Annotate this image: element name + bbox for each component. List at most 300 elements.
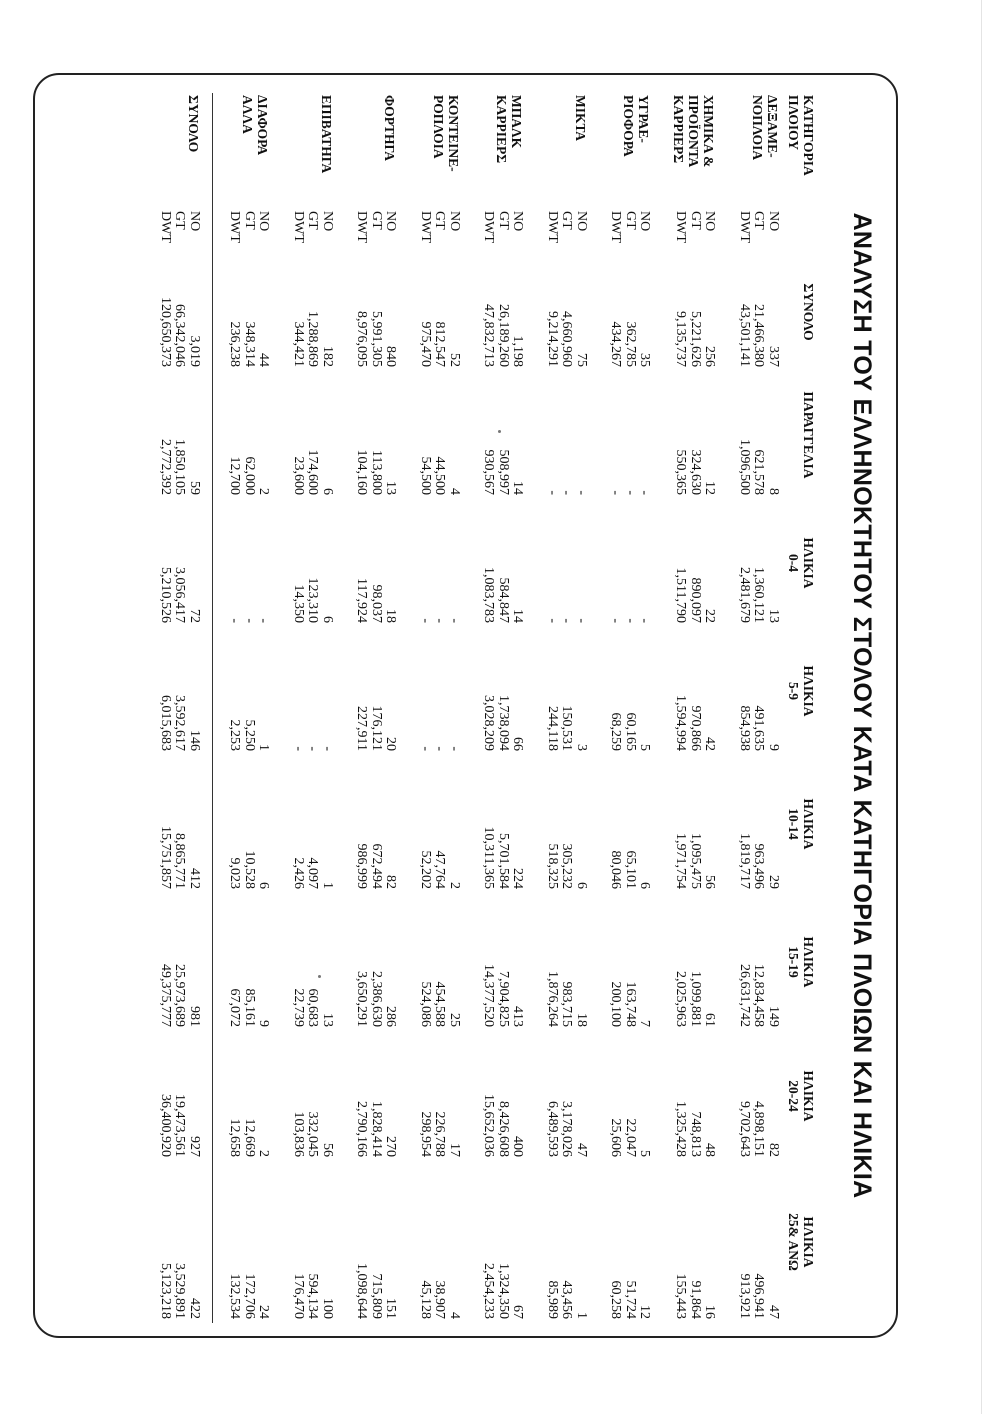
category-name: ΜΙΚΤΑ <box>572 94 588 141</box>
value-dwt: 2,454,233 <box>481 1262 496 1319</box>
value-no: 927 <box>186 1135 202 1157</box>
value-no: 7 <box>637 1019 652 1027</box>
value-gt: 5,991,305 <box>368 310 384 367</box>
value-gt: 38,907 <box>432 1280 447 1319</box>
value-gt: 43,456 <box>559 1280 574 1319</box>
value-no: 182 <box>319 345 335 367</box>
metric-label-no: NO <box>186 210 202 231</box>
value-cell <box>409 1031 473 1161</box>
value-dwt: 54,500 <box>417 456 433 495</box>
value-no: - <box>446 617 462 623</box>
value-dwt: 913,921 <box>736 1273 752 1319</box>
value-no: - <box>637 617 652 623</box>
value-no: 2 <box>446 881 462 889</box>
value-cell <box>409 755 473 893</box>
value-no: 44 <box>256 352 271 367</box>
value-gt: 1,099,881 <box>687 970 703 1027</box>
value-gt: 4,660,960 <box>559 310 574 367</box>
value-cell <box>728 499 780 627</box>
value-gt: 91,864 <box>687 1280 703 1319</box>
value-dwt: 298,954 <box>417 1111 433 1157</box>
value-cell <box>149 893 219 1031</box>
value-cell <box>282 755 346 893</box>
value-dwt: 344,421 <box>290 321 306 367</box>
value-no: 1 <box>256 743 271 751</box>
category-row <box>600 93 664 1323</box>
value-dwt: 52,202 <box>417 850 433 889</box>
header-row <box>780 93 818 1323</box>
value-dwt: - <box>227 617 242 623</box>
value-gt: 621,578 <box>751 449 766 495</box>
value-gt: 8,426,608 <box>495 1100 511 1157</box>
value-no: 56 <box>702 874 717 889</box>
metric-labels <box>728 205 780 253</box>
value-no: - <box>256 617 271 623</box>
value-cell <box>728 1161 780 1323</box>
value-cell <box>663 253 728 371</box>
value-no: 3 <box>573 743 589 751</box>
value-cell <box>536 1161 600 1323</box>
metric-label-dwt: DWT <box>290 210 306 243</box>
value-gt: 60,165 <box>622 712 638 751</box>
category-row <box>409 93 473 1323</box>
value-dwt: 2,790,166 <box>354 1100 369 1157</box>
metric-label-dwt: DWT <box>673 210 688 243</box>
category-row <box>346 93 410 1323</box>
value-gt: 85,161 <box>241 988 257 1027</box>
total-row <box>149 93 219 1323</box>
value-dwt: 14,377,520 <box>481 963 496 1027</box>
value-cell <box>663 371 728 499</box>
value-dwt: 200,100 <box>608 981 623 1027</box>
value-gt: 491,635 <box>751 705 766 751</box>
value-cell <box>536 499 600 627</box>
value-cell <box>600 1161 664 1323</box>
value-dwt: 155,443 <box>673 1273 688 1319</box>
value-no: 29 <box>765 874 781 889</box>
category-name: ΔΕΞΑΜΕ- ΝΟΠΛΟΙΑ <box>749 94 780 160</box>
value-cell <box>346 1161 410 1323</box>
value-gt: 172,706 <box>241 1273 257 1319</box>
category-name: ΕΠΙΒΑΤΗΓΑ <box>318 94 334 173</box>
value-gt: 19,473,561 <box>172 1093 187 1157</box>
value-dwt: 49,375,777 <box>157 963 173 1027</box>
value-cell <box>600 1031 664 1161</box>
value-gt: 10,528 <box>241 850 257 889</box>
value-cell <box>728 253 780 371</box>
value-gt: - <box>305 745 320 751</box>
value-gt: 62,000 <box>241 456 257 495</box>
metric-label-dwt: DWT <box>354 210 369 243</box>
category-row <box>282 93 346 1323</box>
metric-labels <box>346 205 410 253</box>
value-dwt: 25,606 <box>608 1118 623 1157</box>
value-gt: 2,386,630 <box>368 970 384 1027</box>
value-no: 8 <box>765 487 781 495</box>
metric-label-gt: GT <box>687 210 703 230</box>
value-gt: 672,494 <box>368 843 384 889</box>
value-cell <box>728 1031 780 1161</box>
fleet-table <box>149 93 818 1323</box>
value-gt: 12,834,458 <box>751 963 766 1027</box>
value-no: 2 <box>256 487 271 495</box>
value-cell <box>346 627 410 755</box>
header-age-0-4: ΗΛΙΚΙΑ 0-4 <box>785 537 816 588</box>
value-dwt: 12,658 <box>227 1118 242 1157</box>
metric-label-gt: GT <box>622 210 638 230</box>
value-cell <box>219 893 283 1031</box>
value-cell <box>536 253 600 371</box>
value-no: 24 <box>256 1304 271 1319</box>
value-gt: 748,813 <box>687 1111 703 1157</box>
value-cell <box>219 371 283 499</box>
value-gt: 123,310 <box>305 577 320 623</box>
value-no: 151 <box>383 1297 398 1319</box>
value-no: 6 <box>637 881 652 889</box>
value-dwt: 1,325,428 <box>673 1100 688 1157</box>
value-no: 20 <box>383 736 398 751</box>
value-no: 6 <box>319 487 335 495</box>
value-gt: 5,250 <box>241 719 257 751</box>
value-cell <box>282 371 346 499</box>
value-no: - <box>637 489 652 495</box>
value-gt: 4,898,151 <box>751 1100 766 1157</box>
value-gt: 890,097 <box>687 577 703 623</box>
value-no: 422 <box>186 1297 202 1319</box>
value-gt: - <box>559 489 574 495</box>
value-no: 47 <box>573 1142 589 1157</box>
value-dwt: 1,819,717 <box>736 832 752 889</box>
value-dwt: - <box>417 745 433 751</box>
metric-label-dwt: DWT <box>157 210 173 243</box>
value-no: 4 <box>446 1311 462 1319</box>
value-cell <box>473 253 537 371</box>
value-dwt: 68,259 <box>608 712 623 751</box>
value-no: 1,198 <box>510 335 525 367</box>
value-gt: 3,056,417 <box>172 566 187 623</box>
value-no: 82 <box>383 874 398 889</box>
value-no: 4 <box>446 487 462 495</box>
value-dwt: 132,534 <box>227 1273 242 1319</box>
value-gt: 174,600 <box>305 449 320 495</box>
category-name: ΦΟΡΤΗΓΑ <box>382 94 397 161</box>
category-row <box>473 93 537 1323</box>
value-dwt: 9,702,643 <box>736 1100 752 1157</box>
metric-labels <box>600 205 664 253</box>
header-age-20-24: ΗΛΙΚΙΑ 20-24 <box>785 1070 816 1121</box>
value-cell <box>219 253 283 371</box>
value-cell <box>346 1031 410 1161</box>
value-no: 6 <box>573 881 589 889</box>
total-separator <box>212 93 213 1323</box>
value-dwt: 26,631,742 <box>736 963 752 1027</box>
value-no: 82 <box>765 1142 781 1157</box>
page-title: ΑΝΑΛΥΣΗ ΤΟΥ ΕΛΛΗΝΟΚΤΗΤΟΥ ΣΤΟΛΟΥ ΚΑΤΑ ΚΑΤΗΓΟΡΙΑ ΠΛΟΙΩΝ ΚΑΙ ΗΛΙΚΙΑ <box>847 212 876 1198</box>
value-dwt: 2,025,963 <box>673 970 688 1027</box>
value-dwt: 8,976,095 <box>354 310 369 367</box>
value-dwt: 12,700 <box>227 456 242 495</box>
value-dwt: 47,832,713 <box>481 303 496 367</box>
value-no: 66 <box>510 736 525 751</box>
header-category: ΚΑΤΗΓΟΡΙΑ ΠΛΟΙΟΥ <box>785 94 816 176</box>
value-dwt: 986,999 <box>354 843 369 889</box>
metric-label-dwt: DWT <box>736 210 752 243</box>
value-no: 146 <box>186 729 202 751</box>
metric-label-gt: GT <box>751 210 766 230</box>
value-cell <box>536 627 600 755</box>
value-no: 22 <box>702 608 717 623</box>
value-dwt: 1,511,790 <box>673 567 688 623</box>
value-gt: 963,496 <box>751 843 766 889</box>
value-dwt: 518,325 <box>544 843 560 889</box>
value-no: 12 <box>702 480 717 495</box>
value-dwt: 3,028,209 <box>481 694 496 751</box>
value-dwt: 67,072 <box>227 988 242 1027</box>
value-gt: 812,547 <box>432 321 447 367</box>
metric-label-no: NO <box>383 210 398 231</box>
metric-labels <box>663 205 728 253</box>
value-no: 6 <box>319 615 335 623</box>
value-dwt: 10,311,365 <box>481 826 496 889</box>
value-gt: 3,178,026 <box>559 1100 574 1157</box>
category-name: ΧΗΜΙΚΑ & ΠΡΟΪΟΝΤΑ ΚΑΡΡΙΕΡΣ <box>671 94 716 167</box>
metric-label-gt: GT <box>172 210 187 230</box>
value-no: 840 <box>383 345 398 367</box>
value-cell <box>600 371 664 499</box>
category-name: ΜΠΑΛΚ ΚΑΡΡΙΕΡΣ <box>494 94 524 163</box>
header-age-5-9: ΗΛΙΚΙΑ 5-9 <box>785 665 816 716</box>
value-no: 42 <box>702 736 717 751</box>
value-dwt: 227,911 <box>354 705 369 751</box>
value-no: 13 <box>765 608 781 623</box>
value-cell <box>663 499 728 627</box>
value-gt: - <box>241 617 257 623</box>
value-gt: 22,047 <box>622 1118 638 1157</box>
value-cell <box>409 499 473 627</box>
value-gt: 176,121 <box>368 705 384 751</box>
value-gt: 163,748 <box>622 981 638 1027</box>
value-cell <box>663 1161 728 1323</box>
value-dwt: 236,238 <box>227 321 242 367</box>
category-name: ΚΟΝΤΕΙΝΕ- ΡΟΠΛΟΙΑ <box>430 94 461 172</box>
value-no: 1 <box>319 881 335 889</box>
value-no: 6 <box>256 881 271 889</box>
value-dwt: 5,123,218 <box>157 1262 173 1319</box>
value-cell <box>473 1031 537 1161</box>
value-dwt: 15,652,036 <box>481 1093 496 1157</box>
value-no: 67 <box>510 1304 525 1319</box>
value-no: 18 <box>573 1012 589 1027</box>
header-age-10-14: ΗΛΙΚΙΑ 10-14 <box>785 798 816 849</box>
value-cell <box>728 893 780 1031</box>
value-no: 75 <box>573 352 589 367</box>
metric-label-dwt: DWT <box>417 210 433 243</box>
value-gt: 983,715 <box>559 981 574 1027</box>
table-frame <box>33 73 898 1338</box>
value-cell <box>346 893 410 1031</box>
value-gt: - <box>432 745 447 751</box>
value-cell <box>473 499 537 627</box>
value-dwt: 104,160 <box>354 449 369 495</box>
value-gt: 3,592,617 <box>172 694 187 751</box>
value-dwt: 6,489,593 <box>544 1100 560 1157</box>
value-dwt: - <box>544 617 560 623</box>
value-no: 981 <box>186 1005 202 1027</box>
value-cell <box>536 371 600 499</box>
value-cell <box>663 627 728 755</box>
metric-labels <box>149 205 219 253</box>
header-orders: ΠΑΡΑΓΓΕΛΙΑ <box>800 390 816 479</box>
metric-label-dwt: DWT <box>608 210 623 243</box>
value-no: 72 <box>186 608 202 623</box>
value-cell <box>600 627 664 755</box>
value-dwt: 6,015,683 <box>157 694 173 751</box>
value-cell <box>219 627 283 755</box>
value-gt: 584,847 <box>495 577 511 623</box>
value-cell <box>346 253 410 371</box>
value-dwt: 9,214,291 <box>544 310 560 367</box>
value-cell <box>473 893 537 1031</box>
value-gt: 21,466,380 <box>751 303 766 367</box>
value-dwt: 2,481,679 <box>736 566 752 623</box>
value-gt: 51,724 <box>622 1280 638 1319</box>
value-dwt: 3,650,291 <box>354 970 369 1027</box>
category-name: ΔΙΑΦΟΡΑ ΑΛΛΑ <box>240 94 270 155</box>
value-dwt: 5,210,526 <box>157 566 173 623</box>
value-no: 149 <box>765 1005 781 1027</box>
value-dwt: 244,118 <box>544 705 560 751</box>
value-gt: 7,904,825 <box>495 970 511 1027</box>
header-total: ΣΥΝΟΛΟ <box>800 282 816 341</box>
table-body <box>149 93 780 1323</box>
value-no: 5 <box>637 743 652 751</box>
value-cell <box>346 371 410 499</box>
value-dwt: 975,470 <box>417 321 433 367</box>
value-cell <box>600 499 664 627</box>
value-gt: 496,941 <box>751 1273 766 1319</box>
value-gt: 66,342,046 <box>172 303 187 367</box>
value-cell <box>536 1031 600 1161</box>
metric-labels <box>409 205 473 253</box>
value-no: 35 <box>637 352 652 367</box>
value-no: 270 <box>383 1135 398 1157</box>
value-no: 17 <box>446 1142 462 1157</box>
value-gt: 1,360,121 <box>751 566 766 623</box>
value-gt: 60,683 <box>305 988 320 1027</box>
value-gt: 332,045 <box>305 1111 320 1157</box>
header-metric-spacer <box>780 205 818 253</box>
value-no: 224 <box>510 867 525 889</box>
value-no: 412 <box>186 867 202 889</box>
value-cell <box>149 371 219 499</box>
value-cell <box>346 499 410 627</box>
value-no: 2 <box>256 1149 271 1157</box>
value-gt: 305,232 <box>559 843 574 889</box>
value-gt: 5,701,584 <box>495 832 511 889</box>
value-no: 256 <box>702 345 717 367</box>
value-gt: 8,865,771 <box>172 832 187 889</box>
value-dwt: 103,836 <box>290 1111 306 1157</box>
category-name: ΥΓΡΑΕ- ΡΙΟΦΟΡΑ <box>621 94 651 157</box>
total-label: ΣΥΝΟΛΟ <box>185 94 201 152</box>
header-age-25-plus: ΗΛΙΚΙΑ 25& ΑΝΩ <box>785 1212 816 1271</box>
value-dwt: 120,650,373 <box>157 296 173 367</box>
metric-label-no: NO <box>319 210 335 231</box>
value-gt: - <box>622 617 638 623</box>
value-gt: 47,764 <box>432 850 447 889</box>
value-dwt: 1,971,754 <box>673 832 688 889</box>
value-no: 61 <box>702 1012 717 1027</box>
value-no: 25 <box>446 1012 462 1027</box>
value-no: 52 <box>446 352 462 367</box>
value-gt: 25,973,689 <box>172 963 187 1027</box>
value-cell <box>409 253 473 371</box>
value-no: 3,019 <box>186 335 202 367</box>
value-cell <box>728 627 780 755</box>
value-cell <box>282 499 346 627</box>
value-gt: 324,630 <box>687 449 703 495</box>
category-row <box>663 93 728 1323</box>
value-gt: 226,788 <box>432 1111 447 1157</box>
value-dwt: 23,600 <box>290 456 306 495</box>
metric-label-no: NO <box>637 210 652 231</box>
value-dwt: 2,426 <box>290 857 306 889</box>
value-dwt: 854,938 <box>736 705 752 751</box>
value-dwt: 434,267 <box>608 321 623 367</box>
value-cell <box>473 755 537 893</box>
value-gt: 508,997 <box>495 449 511 495</box>
value-no: 48 <box>702 1142 717 1157</box>
metric-labels <box>473 205 537 253</box>
value-cell <box>282 253 346 371</box>
metric-label-gt: GT <box>241 210 257 230</box>
value-dwt: 2,253 <box>227 719 242 751</box>
value-gt: 1,738,094 <box>495 694 511 751</box>
value-gt: 1,828,414 <box>368 1100 384 1157</box>
value-dwt: 550,365 <box>673 449 688 495</box>
value-gt: 594,134 <box>305 1273 320 1319</box>
value-no: 56 <box>319 1142 335 1157</box>
value-cell <box>409 1161 473 1323</box>
value-gt: 98,037 <box>368 584 384 623</box>
value-gt: 1,850,105 <box>172 438 187 495</box>
metric-label-no: NO <box>446 210 462 231</box>
value-gt: 362,785 <box>622 321 638 367</box>
metric-label-gt: GT <box>495 210 511 230</box>
value-dwt: 14,350 <box>290 584 306 623</box>
value-gt: 4,097 <box>305 857 320 889</box>
value-dwt: - <box>417 617 433 623</box>
value-dwt: 22,739 <box>290 988 306 1027</box>
value-cell <box>149 499 219 627</box>
metric-label-gt: GT <box>368 210 384 230</box>
value-cell <box>219 1161 283 1323</box>
value-gt: 113,800 <box>368 449 384 495</box>
value-dwt: 1,594,994 <box>673 694 688 751</box>
value-no: 13 <box>383 480 398 495</box>
value-cell <box>149 755 219 893</box>
value-dwt: - <box>544 489 560 495</box>
value-cell <box>282 627 346 755</box>
value-dwt: 176,470 <box>290 1273 306 1319</box>
value-no: - <box>319 745 335 751</box>
value-no: 18 <box>383 608 398 623</box>
value-cell <box>409 627 473 755</box>
value-dwt: 45,128 <box>417 1280 433 1319</box>
value-dwt: 36,400,920 <box>157 1093 173 1157</box>
value-cell <box>346 755 410 893</box>
value-no: 100 <box>319 1297 335 1319</box>
